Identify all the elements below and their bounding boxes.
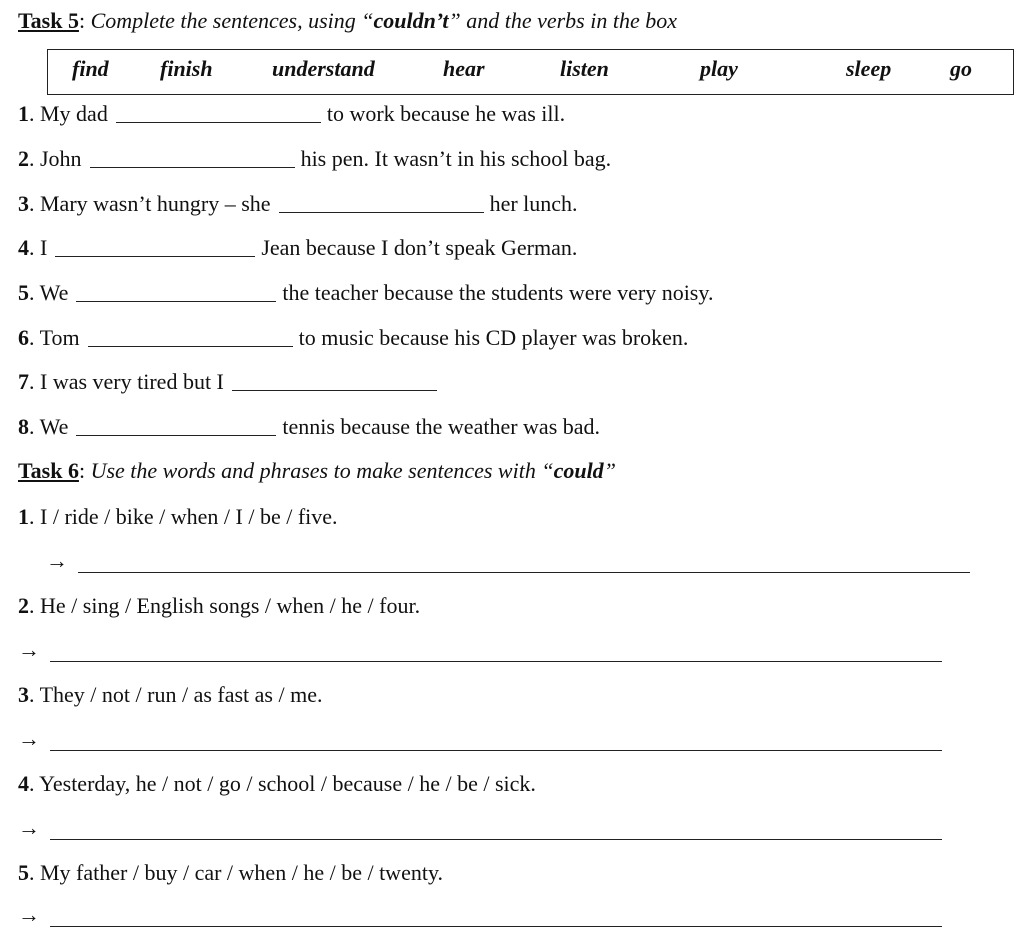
item-text-before: . I — [29, 235, 48, 260]
verb-word: go — [950, 56, 972, 81]
item-text-after: Jean because I don’t speak German. — [261, 235, 578, 260]
answer-line[interactable] — [50, 661, 942, 662]
task5-instr-part-b: ” and the verbs in the box — [448, 8, 677, 33]
verb-word: hear — [443, 56, 485, 81]
item-number: 3 — [18, 191, 29, 216]
item-text-before: . Mary wasn’t hungry – she — [29, 191, 271, 216]
answer-blank[interactable] — [279, 212, 484, 213]
task6-item-5 — [18, 860, 443, 886]
arrow-icon: → — [18, 815, 40, 840]
task5-instruction — [85, 8, 677, 33]
item-text-after: her lunch. — [489, 191, 578, 216]
item-prompt: . I / ride / bike / when / I / be / five. — [29, 504, 338, 529]
answer-line[interactable] — [50, 926, 942, 927]
task5-instr-part-a: Complete the sentences, using “ — [85, 8, 374, 33]
item-text-after: to work because he was ill. — [326, 101, 566, 126]
verb-box — [47, 49, 1014, 95]
item-number: 4 — [18, 771, 29, 796]
item-text-before: . My dad — [29, 101, 108, 126]
answer-line[interactable] — [78, 572, 970, 573]
verb-word: find — [72, 56, 109, 81]
task6-item-2 — [18, 593, 420, 619]
item-text-before: . John — [29, 146, 82, 171]
task5-heading — [18, 8, 677, 34]
task5-item-7 — [18, 369, 443, 395]
arrow-icon: → — [18, 726, 40, 751]
item-text-before: . We — [29, 280, 69, 305]
item-number: 5 — [18, 280, 29, 305]
answer-blank[interactable] — [76, 435, 276, 436]
item-text-before: . Tom — [29, 325, 80, 350]
answer-blank[interactable] — [76, 301, 276, 302]
item-prompt: . They / not / run / as fast as / me. — [29, 682, 323, 707]
arrow-icon: → — [46, 548, 68, 573]
task5-item-8 — [18, 414, 600, 440]
task5-item-5 — [18, 280, 713, 306]
verb-word: listen — [560, 56, 609, 81]
item-text-before: . We — [29, 414, 69, 439]
task6-instr-part-b: ” — [603, 458, 616, 483]
task5-item-1 — [18, 101, 565, 127]
arrow-icon: → — [18, 902, 40, 927]
answer-blank[interactable] — [88, 346, 293, 347]
item-number: 5 — [18, 860, 29, 885]
item-prompt: . Yesterday, he / not / go / school / because / he / be / sick. — [29, 771, 536, 796]
task6-item-3 — [18, 682, 323, 708]
item-prompt: . My father / buy / car / when / he / be / twenty. — [29, 860, 444, 885]
answer-blank[interactable] — [55, 256, 255, 257]
item-text-before: . I was very tired but I — [29, 369, 224, 394]
verb-word: sleep — [846, 56, 892, 81]
verb-word: finish — [160, 56, 213, 81]
answer-blank[interactable] — [232, 390, 437, 391]
answer-line[interactable] — [50, 839, 942, 840]
answer-blank[interactable] — [90, 167, 295, 168]
item-number: 8 — [18, 414, 29, 439]
item-number: 1 — [18, 504, 29, 529]
answer-line[interactable] — [50, 750, 942, 751]
task5-item-2 — [18, 146, 611, 172]
task5-item-3 — [18, 191, 578, 217]
verb-word: understand — [272, 56, 375, 81]
item-text-after: to music because his CD player was broken. — [298, 325, 689, 350]
arrow-icon: → — [18, 637, 40, 662]
item-number: 2 — [18, 146, 29, 171]
verb-word: play — [700, 56, 738, 81]
item-number: 2 — [18, 593, 29, 618]
task5-item-4 — [18, 235, 577, 261]
item-number: 3 — [18, 682, 29, 707]
item-text-after: his pen. It wasn’t in his school bag. — [300, 146, 612, 171]
item-number: 6 — [18, 325, 29, 350]
task5-instr-keyword: couldn’t — [373, 8, 449, 33]
task6-instr-part-a: Use the words and phrases to make sentences with “ — [85, 458, 554, 483]
item-number: 7 — [18, 369, 29, 394]
item-number: 4 — [18, 235, 29, 260]
item-prompt: . He / sing / English songs / when / he / four. — [29, 593, 421, 618]
task6-label: Task 6 — [18, 458, 79, 483]
task6-item-1 — [18, 504, 338, 530]
task6-item-4 — [18, 771, 536, 797]
task5-item-6 — [18, 325, 688, 351]
item-text-after: the teacher because the students were very noisy. — [282, 280, 714, 305]
task6-instruction — [85, 458, 616, 483]
task6-instr-keyword: could — [553, 458, 604, 483]
task5-label: Task 5 — [18, 8, 79, 33]
task5-colon: : — [78, 8, 86, 33]
item-number: 1 — [18, 101, 29, 126]
task6-colon: : — [78, 458, 86, 483]
task6-heading — [18, 458, 616, 484]
answer-blank[interactable] — [116, 122, 321, 123]
item-text-after: tennis because the weather was bad. — [282, 414, 601, 439]
